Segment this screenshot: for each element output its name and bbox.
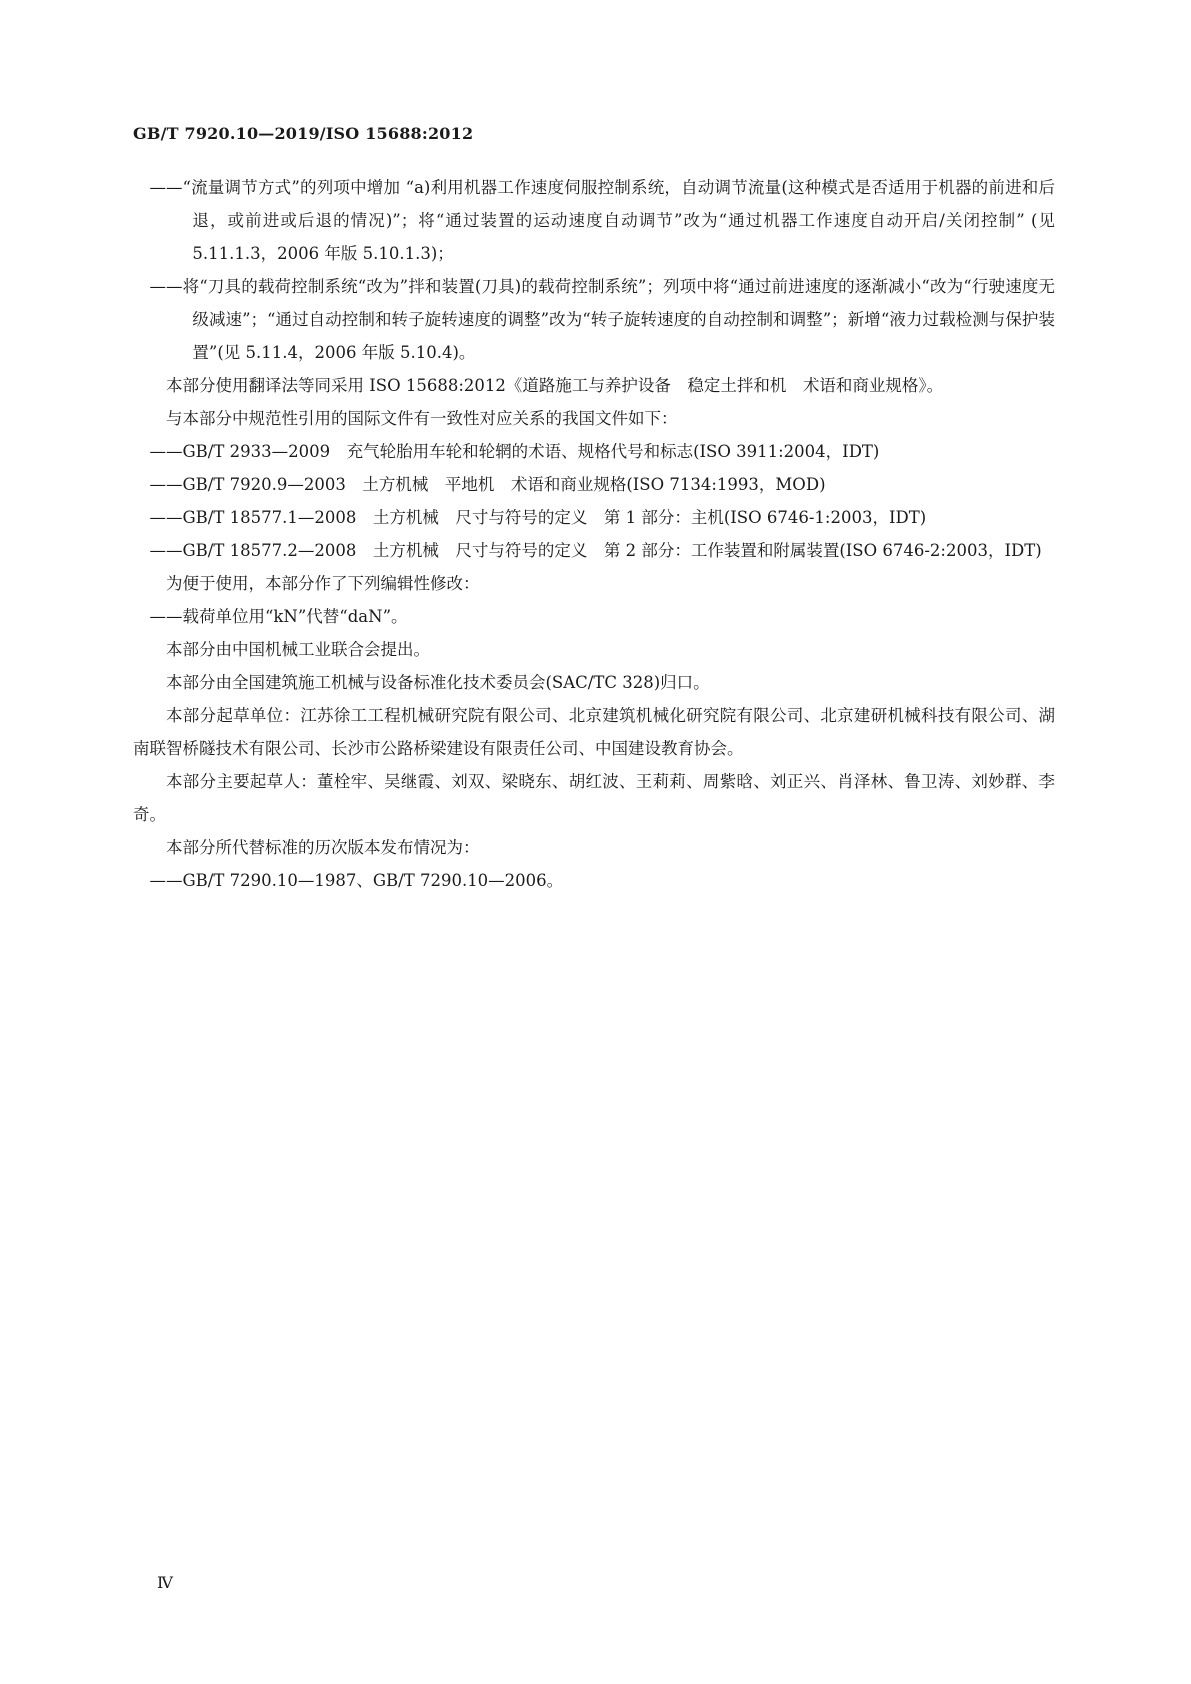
standard-number: GB/T 7920.10—2019/ISO 15688:2012 — [133, 124, 474, 143]
drafting-units: 本部分起草单位：江苏徐工工程机械研究院有限公司、北京建筑机械化研究院有限公司、北京建研机械科技有限公司、湖南联智桥隧技术有限公司、长沙市公路桥梁建设有限责任公司、中国建设教育协会。 — [133, 706, 1055, 758]
adoption-statement: 本部分使用翻译法等同采用 ISO 15688:2012《道路施工与养护设备 稳定土拌和机 术语和商业规格》。 — [166, 376, 944, 395]
reference-item: ——GB/T 18577.1—2008 土方机械 尺寸与符号的定义 第 1 部分：主机(ISO 6746-1:2003，IDT) — [149, 508, 927, 527]
change-item: ——将“刀具的载荷控制系统“改为”拌和装置(刀具)的载荷控制系统”；列项中将“通过前进速度的逐渐减小“改为“行驶速度无级减速”；“通过自动控制和转子旋转速度的调整”改为“转子旋转速度的自动控制和调整”；新增“液力过载检测与保护装置”(见 5.11.4，2006 年版 5.10.4)。 — [149, 277, 1055, 362]
history-intro: 本部分所代替标准的历次版本发布情况为： — [166, 838, 480, 857]
correspondence-intro: 与本部分中规范性引用的国际文件有一致性对应关系的我国文件如下： — [166, 409, 678, 428]
history-item: ——GB/T 7290.10—1987、GB/T 7290.10—2006。 — [149, 871, 564, 890]
foreword-body — [133, 171, 1055, 897]
committee-statement: 本部分由全国建筑施工机械与设备标准化技术委员会(SAC/TC 328)归口。 — [166, 673, 710, 692]
editorial-intro: 为便于使用，本部分作了下列编辑性修改： — [166, 574, 480, 593]
reference-item: ——GB/T 7920.9—2003 土方机械 平地机 术语和商业规格(ISO 7134:1993，MOD) — [149, 475, 826, 494]
standard-header — [133, 124, 473, 143]
reference-item: ——GB/T 18577.2—2008 土方机械 尺寸与符号的定义 第 2 部分：工作装置和附属装置(ISO 6746-2:2003，IDT) — [149, 541, 1042, 560]
page-number: Ⅳ — [157, 1573, 173, 1592]
proposer-statement: 本部分由中国机械工业联合会提出。 — [166, 640, 430, 659]
drafters: 本部分主要起草人：董栓牢、吴继霞、刘双、梁晓东、胡红波、王莉莉、周紫晗、刘正兴、肖泽林、鲁卫涛、刘妙群、李奇。 — [133, 772, 1055, 824]
reference-item: ——GB/T 2933—2009 充气轮胎用车轮和轮辋的术语、规格代号和标志(ISO 3911:2004，IDT) — [149, 442, 880, 461]
change-item: ——“流量调节方式”的列项中增加 “a)利用机器工作速度伺服控制系统，自动调节流量(这种模式是否适用于机器的前进和后退，或前进或后退的情况)”；将“通过装置的运动速度自动调节”改为“通过机器工作速度自动开启/关闭控制” (见 5.11.1.3，2006 年版 5.10.1.3)； — [149, 178, 1055, 263]
editorial-item: ——载荷单位用“kN”代替“daN”。 — [149, 607, 408, 626]
